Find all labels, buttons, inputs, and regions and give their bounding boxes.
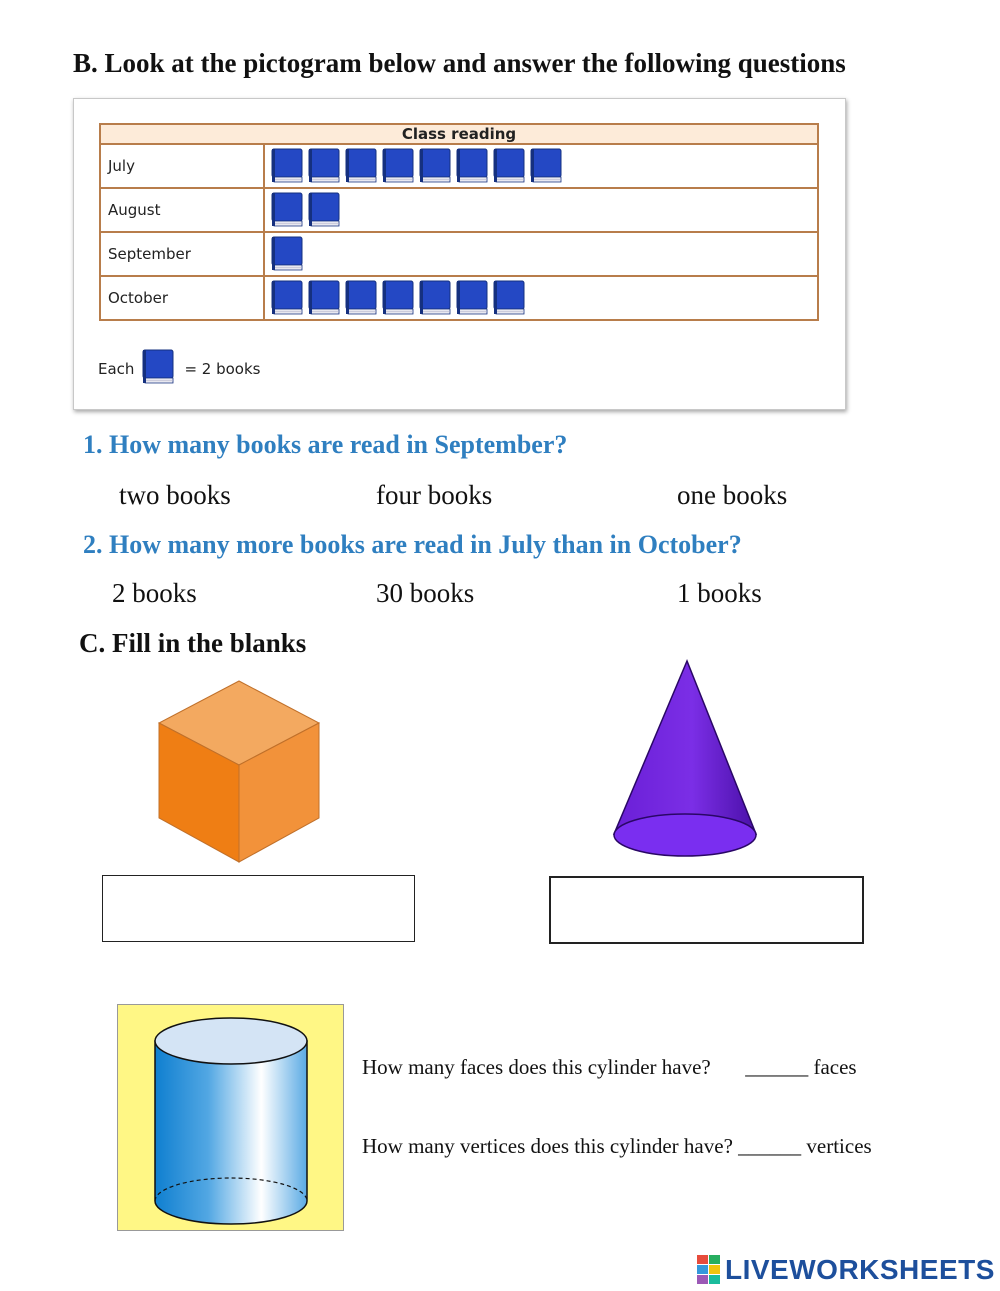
book-icon bbox=[419, 280, 453, 316]
row-label-september: September bbox=[100, 232, 264, 276]
question-1: 1. How many books are read in September? bbox=[83, 430, 568, 459]
book-icon bbox=[271, 192, 305, 228]
key-suffix: = 2 books bbox=[184, 360, 261, 378]
brand-name: LIVEWORKSHEETS bbox=[725, 1254, 995, 1285]
q2-option-c[interactable]: 1 books bbox=[677, 578, 762, 608]
key-prefix: Each bbox=[98, 360, 135, 378]
row-label-august: August bbox=[100, 188, 264, 232]
cube-icon bbox=[155, 678, 323, 866]
faces-unit: faces bbox=[813, 1055, 857, 1079]
row-icons-october bbox=[264, 276, 818, 320]
pictogram-row bbox=[100, 144, 818, 188]
pictogram-row bbox=[100, 276, 818, 320]
section-b-heading: B. Look at the pictogram below and answer the following questions bbox=[73, 48, 846, 78]
row-icons-september bbox=[264, 232, 818, 276]
book-icon bbox=[142, 349, 176, 389]
q1-option-b[interactable]: four books bbox=[376, 480, 493, 510]
pictogram-row bbox=[100, 232, 818, 276]
pictogram-key bbox=[98, 349, 260, 389]
row-label-october: October bbox=[100, 276, 264, 320]
book-icon bbox=[345, 280, 379, 316]
row-icons-july bbox=[264, 144, 818, 188]
question-2: 2. How many more books are read in July than in October? bbox=[83, 530, 742, 559]
vertices-unit: vertices bbox=[806, 1134, 872, 1158]
book-icon bbox=[493, 148, 527, 184]
q2-option-b[interactable]: 30 books bbox=[376, 578, 475, 608]
book-icon bbox=[382, 148, 416, 184]
cylinder-icon bbox=[117, 1004, 344, 1231]
vertices-question-text: How many vertices does this cylinder have? bbox=[362, 1134, 733, 1158]
cone-answer-box[interactable] bbox=[549, 876, 864, 944]
pictogram-table bbox=[99, 123, 819, 321]
faces-blank[interactable]: ______ bbox=[745, 1055, 809, 1079]
pictogram-row bbox=[100, 188, 818, 232]
cylinder-vertices-question bbox=[362, 1134, 872, 1159]
q2-option-a[interactable]: 2 books bbox=[112, 578, 197, 608]
book-icon bbox=[456, 280, 490, 316]
book-icon bbox=[456, 148, 490, 184]
pictogram-panel bbox=[73, 98, 846, 410]
book-icon bbox=[530, 148, 564, 184]
book-icon bbox=[271, 236, 305, 272]
book-icon bbox=[382, 280, 416, 316]
q1-option-c[interactable]: one books bbox=[677, 480, 788, 510]
section-c-heading: C. Fill in the blanks bbox=[79, 628, 307, 658]
vertices-blank[interactable]: ______ bbox=[738, 1134, 802, 1158]
brand-blocks-icon bbox=[697, 1255, 721, 1285]
cube-answer-box[interactable] bbox=[102, 875, 415, 942]
faces-question-text: How many faces does this cylinder have? bbox=[362, 1055, 711, 1079]
book-icon bbox=[308, 280, 342, 316]
cone-icon bbox=[610, 658, 760, 862]
book-icon bbox=[271, 148, 305, 184]
book-icon bbox=[493, 280, 527, 316]
book-icon bbox=[308, 148, 342, 184]
cylinder-faces-question bbox=[362, 1055, 857, 1080]
row-label-july: July bbox=[100, 144, 264, 188]
book-icon bbox=[419, 148, 453, 184]
q1-option-a[interactable]: two books bbox=[119, 480, 231, 510]
row-icons-august bbox=[264, 188, 818, 232]
pictogram-title: Class reading bbox=[100, 124, 818, 144]
brand-logo bbox=[697, 1254, 995, 1286]
book-icon bbox=[308, 192, 342, 228]
book-icon bbox=[271, 280, 305, 316]
book-icon bbox=[345, 148, 379, 184]
